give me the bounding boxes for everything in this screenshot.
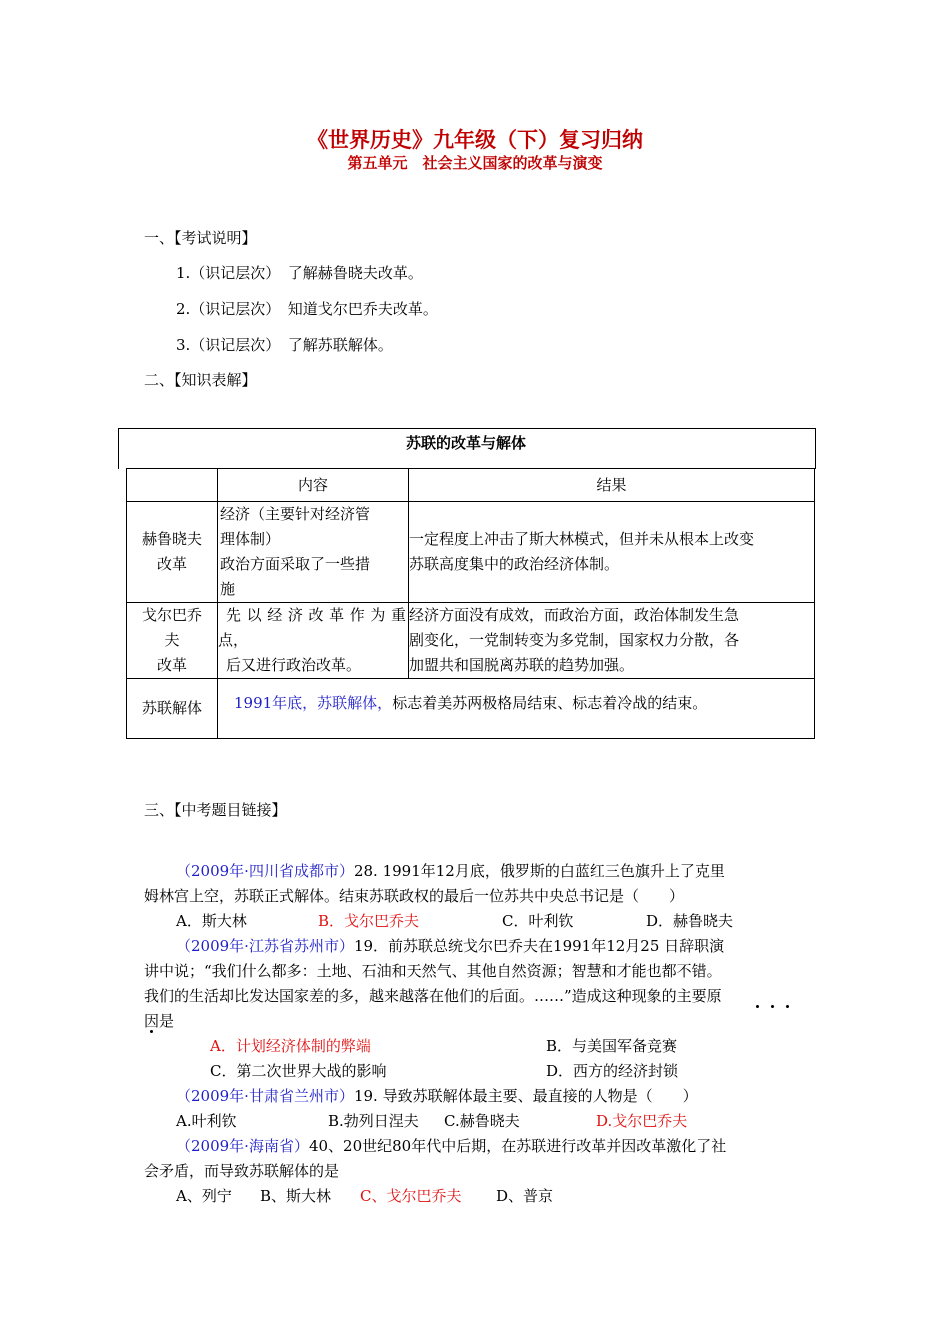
question-line: 我们的生活却比发达国家差的多，越来越落在他们的后面。……”造成这种现象的主要原 (144, 987, 722, 1005)
question-line: 因是 (144, 1012, 175, 1030)
row-name-line: 赫鲁晓夫 (141, 530, 202, 548)
result-line: 苏联高度集中的政治经济体制。 (409, 555, 620, 573)
result-line: 一定程度上冲击了斯大林模式，但并未从根本上改变 (409, 530, 755, 548)
option-c: C．第二次世界大战的影响 (210, 1062, 387, 1080)
question-text: 19. 导致苏联解体最主要、最直接的人物是（ ） (353, 1087, 698, 1105)
exam-item: 3.（识记层次） 了解苏联解体。 (176, 336, 393, 354)
table-header-row (127, 469, 815, 502)
header-result: 结果 (409, 469, 815, 502)
exam-item: 1.（识记层次） 了解赫鲁晓夫改革。 (176, 264, 423, 282)
question-source: （2009年·海南省） (176, 1137, 309, 1155)
emphasis-dot (771, 1005, 774, 1008)
page-subtitle: 第五单元 社会主义国家的改革与演变 (347, 154, 603, 172)
question-source: （2009年·江苏省苏州市） (176, 937, 354, 955)
question-line: 姆林宫上空，苏联正式解体。结束苏联政权的最后一位苏共中央总书记是（ ） (144, 887, 685, 905)
question-text: 40、20世纪80年代中后期，在苏联进行改革并因改革激化了社 (308, 1137, 727, 1155)
row-name-cell (127, 502, 218, 603)
page-title: 《世界历史》九年级（下）复习归纳 (307, 127, 643, 152)
result-line: 剧变化，一党制转变为多党制，国家权力分散，各 (409, 631, 740, 649)
emphasis-dot (786, 1005, 789, 1008)
dissolution-highlight: 1991年底，苏联解体， (234, 694, 393, 712)
row-content-cell (218, 603, 409, 679)
content-line: 政治方面采取了一些措 (220, 555, 371, 573)
content-line: 先以经济改革作为重 (226, 606, 406, 624)
row-name-line: 改革 (156, 656, 187, 674)
emphasis-dot (150, 1030, 153, 1033)
row-name-line: 夫 (164, 631, 180, 649)
result-line: 经济方面没有成效，而政治方面，政治体制发生急 (409, 606, 740, 624)
option-b: B.勃列日涅夫 (328, 1112, 419, 1130)
table-title: 苏联的改革与解体 (405, 434, 526, 452)
option-c-answer: C、戈尔巴乔夫 (360, 1187, 462, 1205)
option-d-answer: D.戈尔巴乔夫 (596, 1112, 688, 1130)
row-content-cell (218, 502, 409, 603)
option-c: C．叶利钦 (502, 912, 574, 930)
question-source: （2009年·甘肃省兰州市） (176, 1087, 354, 1105)
content-line: 后又进行政治改革。 (226, 656, 362, 674)
row-name-cell (127, 603, 218, 679)
section2-heading: 二、【知识表解】 (144, 371, 257, 389)
dissolution-result-cell (218, 679, 815, 739)
row-name-line: 苏联解体 (141, 699, 202, 717)
row-result-cell (409, 603, 815, 679)
option-a: A、列宁 (176, 1187, 232, 1205)
knowledge-table (126, 468, 815, 739)
option-a: A．斯大林 (176, 912, 247, 930)
option-b: B．与美国军备竞赛 (546, 1037, 678, 1055)
option-a: A.叶利钦 (176, 1112, 237, 1130)
content-line: 施 (220, 580, 236, 598)
option-a-answer: A．计划经济体制的弊端 (210, 1037, 371, 1055)
exam-item: 2.（识记层次） 知道戈尔巴乔夫改革。 (176, 300, 438, 318)
header-content: 内容 (218, 469, 409, 502)
option-d: D．西方的经济封锁 (546, 1062, 679, 1080)
row-name-line: 改革 (156, 555, 187, 573)
question-line (176, 1086, 698, 1106)
result-line: 加盟共和国脱离苏联的趋势加强。 (409, 656, 635, 674)
option-d: D．赫鲁晓夫 (646, 912, 734, 930)
section3-heading: 三、【中考题目链接】 (144, 801, 287, 819)
question-line (176, 861, 725, 881)
question-text: 28. 1991年12月底，俄罗斯的白蓝红三色旗升上了克里 (353, 862, 725, 880)
question-line: 会矛盾，而导致苏联解体的是 (144, 1162, 340, 1180)
row-name-cell (127, 679, 218, 739)
content-line: 理体制） (220, 530, 281, 548)
content-line: 点， (218, 631, 249, 649)
question-line (176, 1136, 726, 1156)
section1-heading: 一、【考试说明】 (144, 229, 257, 247)
question-line: 讲中说；“我们什么都多：土地、石油和天然气、其他自然资源；智慧和才能也都不错。 (144, 962, 722, 980)
dissolution-text: 标志着美苏两极格局结束、标志着冷战的结束。 (392, 694, 708, 712)
header-empty-cell (127, 469, 218, 502)
content-line: 经济（主要针对经济管 (220, 505, 371, 523)
option-b-answer: B．戈尔巴乔夫 (318, 912, 420, 930)
table-row (127, 502, 815, 603)
question-line (176, 936, 724, 956)
option-d: D、普京 (496, 1187, 554, 1205)
question-text: 19．前苏联总统戈尔巴乔夫在1991年12月25 日辞职演 (353, 937, 725, 955)
table-row (127, 679, 815, 739)
option-b: B、斯大林 (260, 1187, 332, 1205)
row-name-line: 戈尔巴乔 (141, 606, 202, 624)
table-row (127, 603, 815, 679)
option-c: C.赫鲁晓夫 (444, 1112, 520, 1130)
question-source: （2009年·四川省成都市） (176, 862, 354, 880)
row-result-cell (409, 502, 815, 603)
emphasis-dot (756, 1005, 759, 1008)
